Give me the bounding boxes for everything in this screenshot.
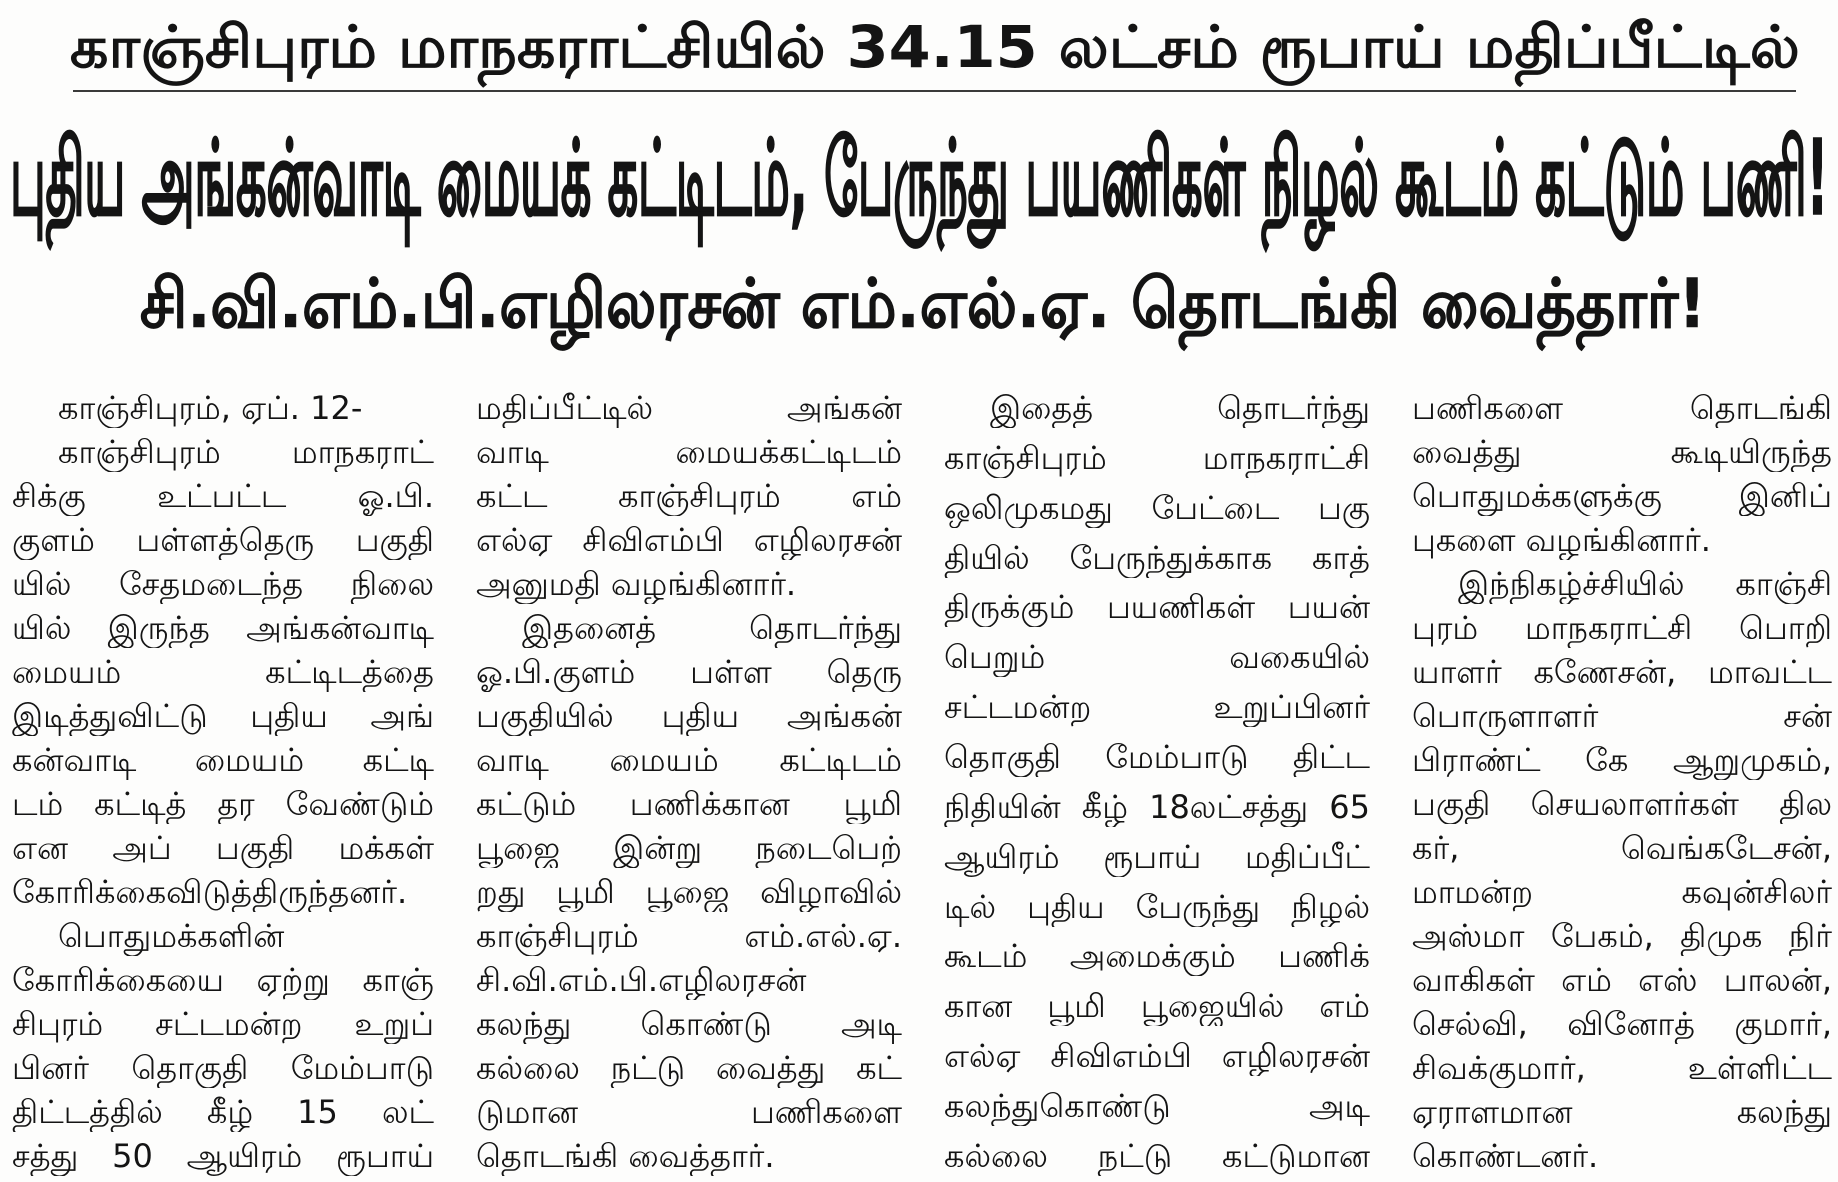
article-line: தொடங்கி வைத்தார்.	[476, 1137, 775, 1175]
headline-main	[10, 114, 1828, 242]
article-line: அனுமதி வழங்கினார்.	[476, 565, 797, 603]
article-line: பினர் தொகுதி மேம்பாடு	[12, 1049, 434, 1087]
article-line: பூஜை இன்று நடைபெற்	[476, 829, 902, 867]
article-line: யில் சேதமடைந்த நிலை	[12, 565, 434, 603]
article-line: சி.வி.எம்.பி.எழிலரசன்	[476, 961, 807, 999]
article-line: புகளை வழங்கினார்.	[1412, 521, 1711, 559]
article-line: கல்லை நட்டு கட்டுமான	[944, 1136, 1370, 1175]
article-line: திட்டத்தில் கீழ் 15 லட்	[12, 1093, 434, 1131]
article-line: எல்ஏ சிவிஎம்பி எழிலரசன்	[944, 1037, 1370, 1076]
article-line: பகுதியில் புதிய அங்கன்	[476, 697, 902, 735]
article-line: கோரிக்கையை ஏற்று காஞ்	[12, 961, 434, 999]
article-column-1	[12, 388, 434, 1176]
article-line: எல்ஏ சிவிஎம்பி எழிலரசன்	[476, 521, 902, 559]
article-column-2	[476, 388, 902, 1176]
article-line: கூடம் அமைக்கும் பணிக்	[944, 937, 1370, 976]
article-line: ஒலிமுகமது பேட்டை பகு	[944, 488, 1370, 527]
article-line: பகுதி செயலாளர்கள் தில	[1412, 785, 1832, 823]
article-line: தியில் பேருந்துக்காக காத்	[944, 538, 1370, 577]
article-line: பணிகளை தொடங்கி	[1412, 389, 1832, 427]
article-line: மதிப்பீட்டில் அங்கன்	[476, 389, 902, 427]
article-line: குளம் பள்ளத்தெரு பகுதி	[12, 521, 434, 559]
article-line: கட்டும் பணிக்கான பூமி	[476, 785, 902, 823]
article-line: செல்வி, வினோத் குமார்,	[1412, 1005, 1832, 1043]
article-line: வாகிகள் எம் எஸ் பாலன்,	[1412, 961, 1832, 999]
article-line: டுமான பணிகளை	[476, 1093, 902, 1131]
article-line: வாடி மையக்கட்டிடம்	[476, 433, 902, 471]
article-body	[0, 388, 1838, 1176]
article-line: காஞ்சிபுரம் மாநகராட்சி	[944, 438, 1370, 477]
article-column-4	[1412, 388, 1832, 1176]
article-line: கல்லை நட்டு வைத்து கட்	[476, 1049, 902, 1087]
article-line: நிதியின் கீழ் 18லட்சத்து 65	[944, 787, 1370, 826]
article-line: மாமன்ற கவுன்சிலர்	[1412, 873, 1832, 911]
article-line: தொகுதி மேம்பாடு திட்ட	[944, 738, 1370, 777]
article-line: ஏராளமான கலந்து	[1412, 1093, 1832, 1131]
article-line: பொருளாளர் சன்	[1412, 697, 1832, 735]
article-line: கர், வெங்கடேசன்,	[1412, 829, 1832, 867]
article-line: கான பூமி பூஜையில் எம்	[944, 987, 1370, 1026]
article-line: காஞ்சிபுரம், ஏப். 12-	[58, 389, 363, 427]
headline-kicker	[70, 8, 1800, 86]
article-line: பொதுமக்களின்	[58, 917, 285, 955]
article-line: சிக்கு உட்பட்ட ஓ.பி.	[12, 477, 434, 515]
article-line: பிராண்ட் கே ஆறுமுகம்,	[1412, 741, 1832, 779]
article-line: யாளர் கணேசன், மாவட்ட	[1412, 653, 1832, 691]
article-line: இந்நிகழ்ச்சியில் காஞ்சி	[1458, 565, 1832, 603]
article-line: கன்வாடி மையம் கட்டி	[12, 741, 434, 779]
article-column-3	[944, 388, 1370, 1176]
headline-divider	[73, 90, 1796, 92]
article-line: ஆயிரம் ரூபாய் மதிப்பீட்	[944, 837, 1370, 876]
article-line: சட்டமன்ற உறுப்பினர்	[944, 688, 1370, 727]
article-line: காஞ்சிபுரம் எம்.எல்.ஏ.	[476, 917, 902, 955]
article-line: புரம் மாநகராட்சி பொறி	[1412, 609, 1832, 647]
headline-main-text: புதிய அங்கன்வாடி மையக் கட்டிடம், பேருந்து பயணிகள் நிழல் கூடம் கட்டும் பணி!	[10, 116, 1828, 239]
headline-kicker-text: காஞ்சிபுரம் மாநகராட்சியில் 34.15 லட்சம் ரூபாய் மதிப்பீட்டில்	[70, 12, 1801, 81]
article-line: யில் இருந்த அங்கன்வாடி	[12, 609, 434, 647]
article-line: கொண்டனர்.	[1412, 1137, 1599, 1175]
article-line: பெறும் வகையில்	[944, 638, 1370, 677]
article-line: இதைத் தொடர்ந்து	[990, 389, 1370, 427]
article-line: ஓ.பி.குளம் பள்ள தெரு	[476, 653, 902, 691]
article-line: என அப் பகுதி மக்கள்	[12, 829, 434, 867]
article-line: கட்ட காஞ்சிபுரம் எம்	[476, 477, 902, 515]
headline-deck-text: சி.வி.எம்.பி.எழிலரசன் எம்.எல்.ஏ. தொடங்கி வைத்தார்!	[140, 264, 1706, 344]
article-line: கலந்துகொண்டு அடி	[944, 1087, 1370, 1126]
article-line: இடித்துவிட்டு புதிய அங்	[12, 697, 434, 735]
article-line: இதனைத் தொடர்ந்து	[522, 609, 902, 647]
article-line: வாடி மையம் கட்டிடம்	[476, 741, 902, 779]
article-line: டம் கட்டித் தர வேண்டும்	[12, 785, 434, 823]
article-line: அஸ்மா பேகம், திமுக நிர்	[1412, 917, 1832, 955]
article-line: வைத்து கூடியிருந்த	[1412, 433, 1832, 471]
article-line: சத்து 50 ஆயிரம் ரூபாய்	[12, 1137, 434, 1175]
article-line: கலந்து கொண்டு அடி	[476, 1005, 902, 1043]
article-line: றது பூமி பூஜை விழாவில்	[476, 873, 902, 911]
article-line: காஞ்சிபுரம் மாநகராட்	[58, 433, 434, 471]
article-line: பொதுமக்களுக்கு இனிப்	[1412, 477, 1832, 515]
article-line: திருக்கும் பயணிகள் பயன்	[944, 588, 1370, 627]
article-line: சிவக்குமார், உள்ளிட்ட	[1412, 1049, 1832, 1087]
headline-deck	[140, 260, 1706, 350]
article-line: சிபுரம் சட்டமன்ற உறுப்	[12, 1005, 434, 1043]
article-line: கோரிக்கைவிடுத்திருந்தனர்.	[12, 873, 408, 911]
article-line: மையம் கட்டிடத்தை	[12, 653, 434, 691]
article-line: டில் புதிய பேருந்து நிழல்	[944, 887, 1370, 926]
